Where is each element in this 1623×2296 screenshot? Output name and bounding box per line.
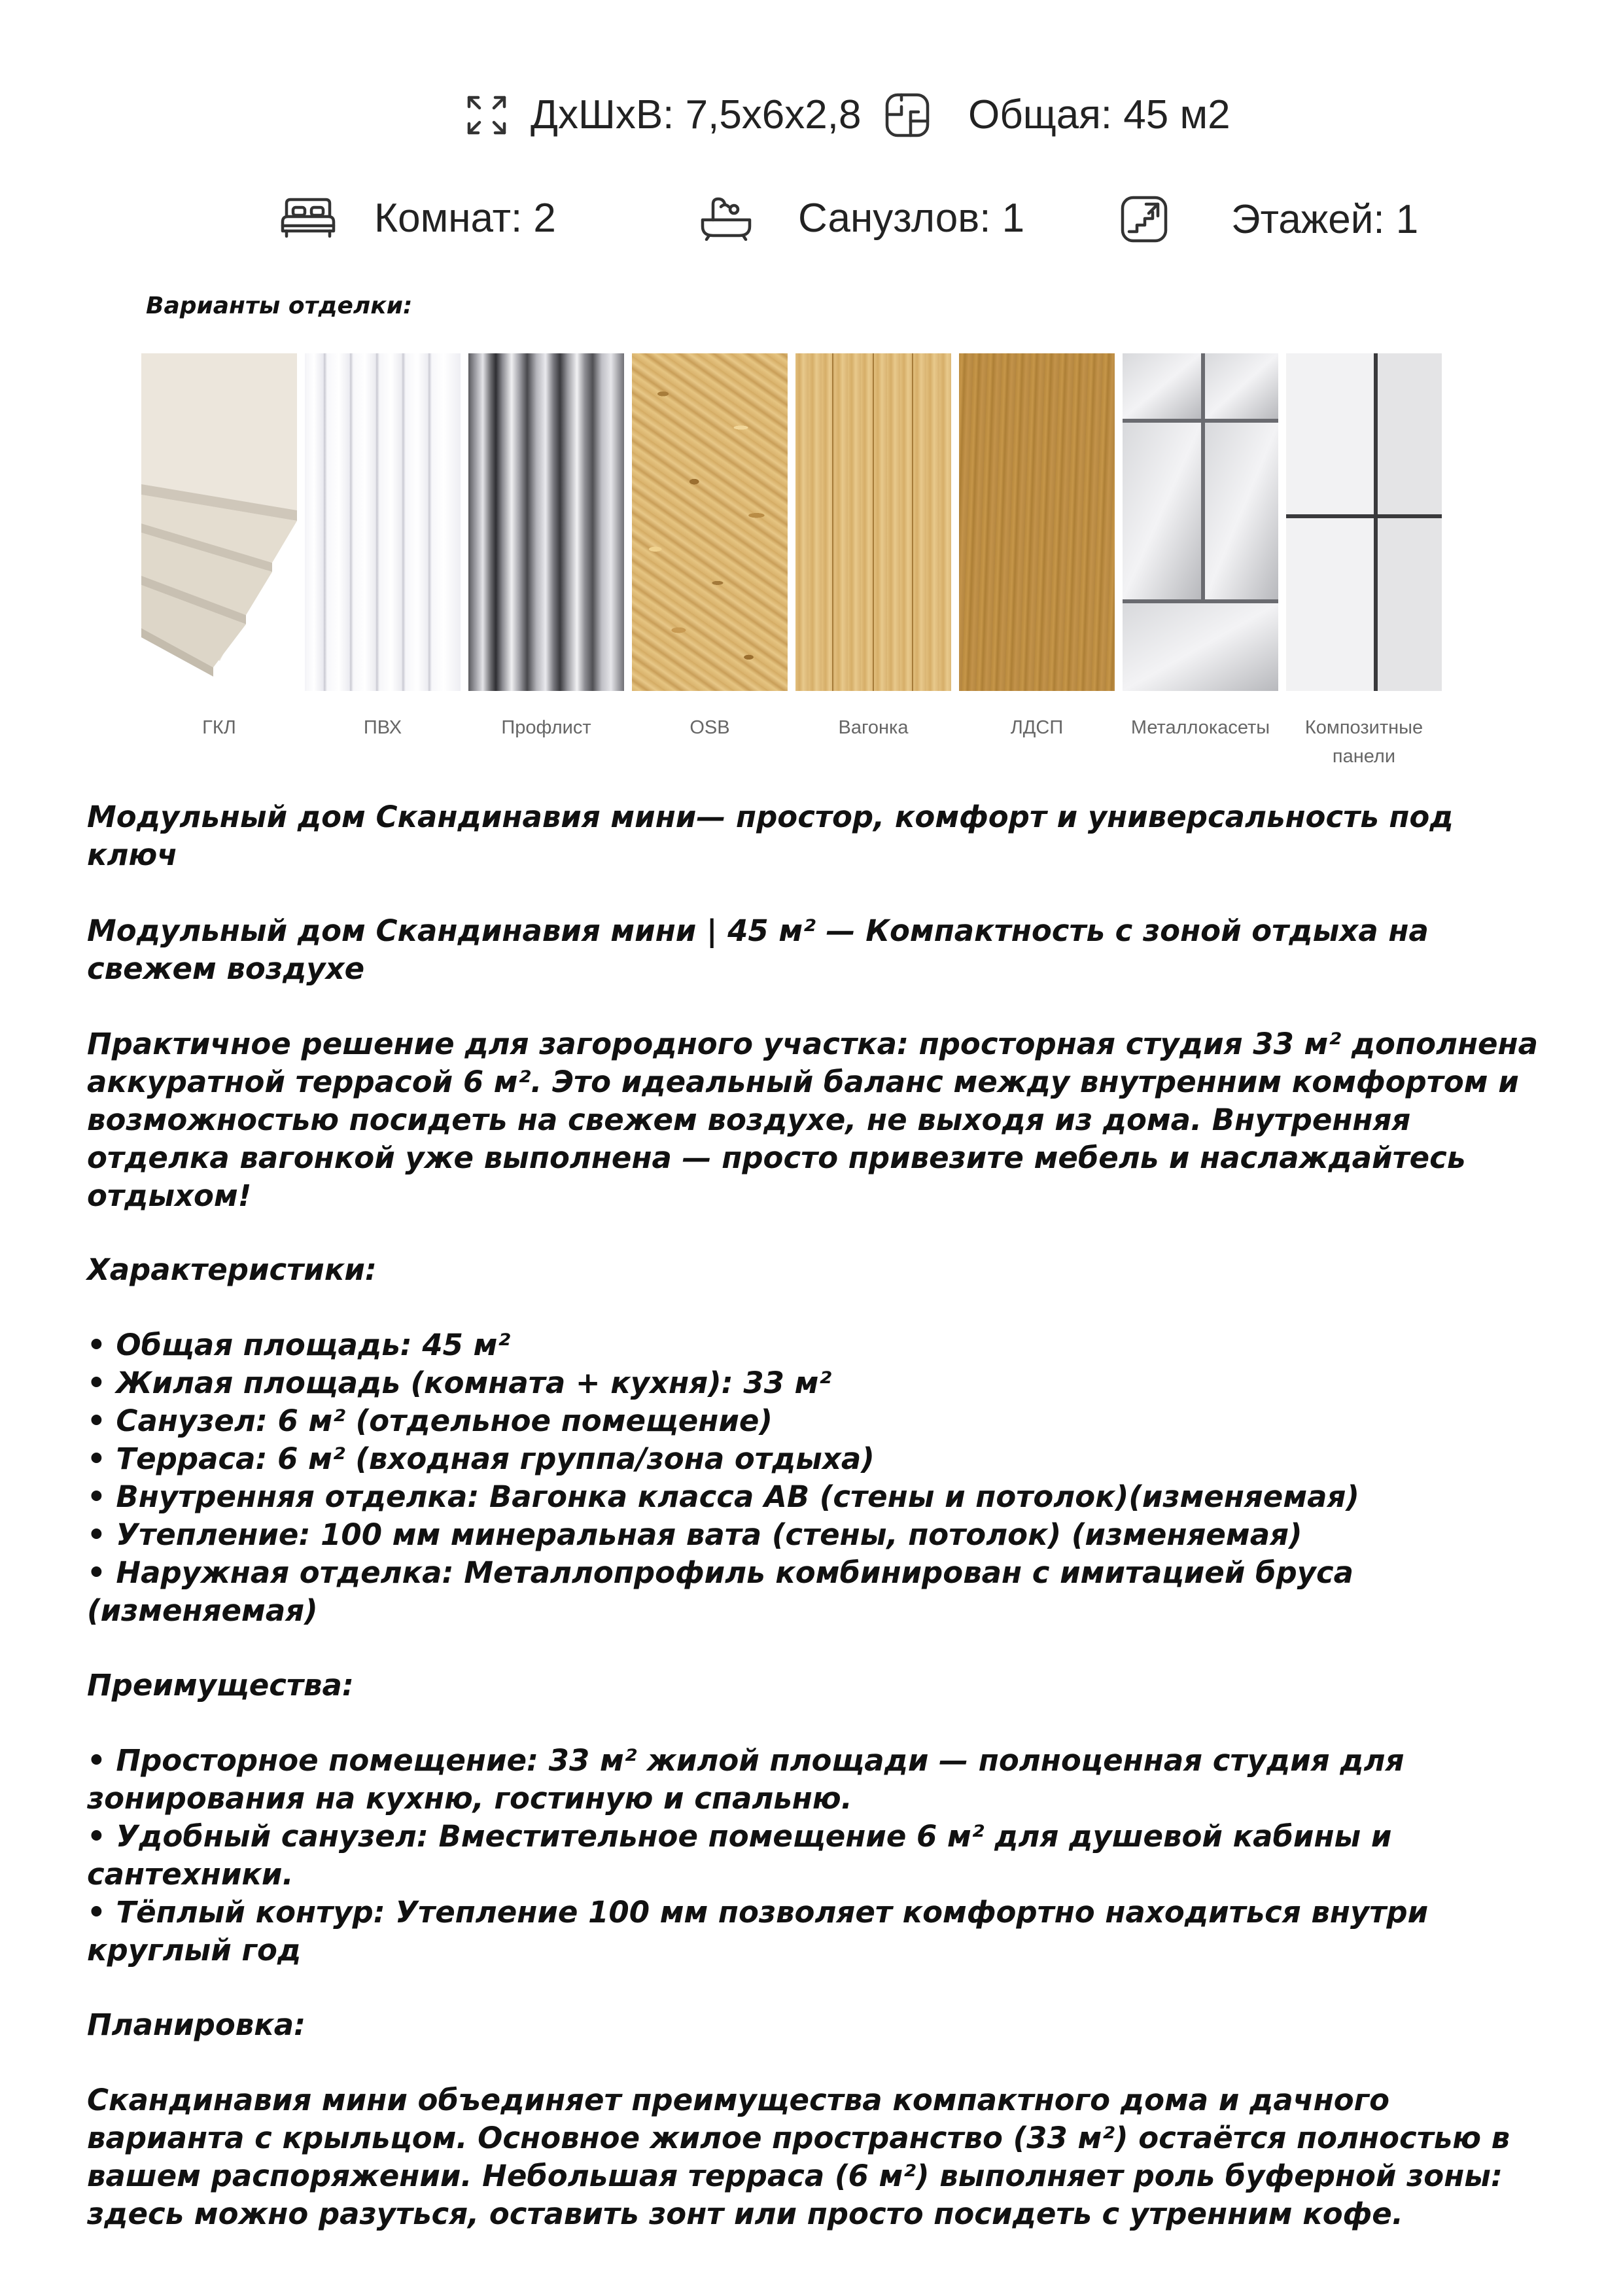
swatch-label: OSB	[689, 717, 730, 738]
list-item: • Общая площадь: 45 м²	[87, 1328, 511, 1362]
swatch-composite-panels	[1286, 353, 1442, 691]
spec-floors-text: Этажей: 1	[1231, 196, 1419, 242]
swatch-wood-lining	[795, 353, 951, 691]
swatch-pvc	[305, 353, 461, 691]
spec-bathrooms-text: Санузлов: 1	[798, 196, 1025, 241]
spec-dimensions-text: ДхШхВ: 7,5х6х2,8	[531, 92, 862, 137]
list-item: • Просторное помещение: 33 м² жилой площади — полноценная студия для зонирования на кухню, гостиную и спальню.	[87, 1743, 1405, 1816]
swatch-label: ПВХ	[363, 717, 402, 738]
swatch-label: Вагонка	[838, 717, 909, 738]
expand-icon	[466, 95, 507, 135]
swatch-label: ЛДСП	[1010, 717, 1064, 738]
characteristics-title: Характеристики:	[87, 1252, 377, 1287]
spec-dimensions	[466, 92, 861, 138]
spec-bathrooms	[700, 195, 1024, 241]
finishes-title: Варианты отделки:	[146, 292, 413, 319]
list-item: • Терраса: 6 м² (входная группа/зона отдыха)	[87, 1441, 875, 1476]
swatch-gkl	[141, 353, 297, 691]
stairs-icon	[1120, 195, 1168, 243]
metal-cassettes-image	[1123, 353, 1278, 691]
list-item: • Жилая площадь (комната + кухня): 33 м²	[87, 1366, 832, 1400]
floor-plan-icon	[884, 92, 930, 138]
composite-panels-image	[1286, 353, 1442, 691]
advantages-list	[87, 1742, 1546, 1969]
intro-paragraph: Практичное решение для загородного участка: просторная студия 33 м² дополнена аккуратной террасой 6 м². Это идеальный баланс между внутренним комфортом и возможностью посидеть на свежем воздухе, не выходя из дома. Внутренняя отделка вагонкой уже выполнена — просто привезите мебель и наслаждайтесь отдыхом!	[87, 1027, 1539, 1213]
spec-rooms-text: Комнат: 2	[374, 196, 556, 241]
swatch-osb	[632, 353, 788, 691]
heading-1: Модульный дом Скандинавия мини— простор, комфорт и универсальность под ключ	[87, 800, 1454, 872]
bed-icon	[280, 197, 336, 240]
layout-paragraph: Скандинавия мини объединяет преимущества компактного дома и дачного варианта с крыльцом. Основное жилое пространство (33 м²) остаётся полностью в вашем распоряжении. Небольшая терраса (6 м²) выполняет роль буферной зоны: здесь можно разуться, оставить зонт или просто посидеть с утренним кофе.	[87, 2083, 1510, 2231]
characteristics-list	[87, 1326, 1546, 1630]
spec-floors	[1120, 195, 1418, 243]
spec-rooms	[280, 195, 556, 241]
drywall-sheets-image	[141, 353, 297, 691]
swatch-label: Профлист	[501, 717, 591, 738]
list-item: • Наружная отделка: Металлопрофиль комбинирован с имитацией бруса (изменяемая)	[87, 1555, 1354, 1628]
list-item: • Санузел: 6 м² (отдельное помещение)	[87, 1404, 773, 1438]
list-item: • Утепление: 100 мм минеральная вата (стены, потолок) (изменяемая)	[87, 1517, 1302, 1552]
list-item: • Удобный санузел: Вместительное помещение 6 м² для душевой кабины и сантехники.	[87, 1819, 1392, 1892]
spec-area-text: Общая: 45 м2	[968, 92, 1230, 137]
layout-title: Планировка:	[87, 2007, 306, 2042]
swatch-chipboard	[959, 353, 1115, 691]
swatch-label: ГКЛ	[202, 717, 236, 738]
advantages-title: Преимущества:	[87, 1668, 354, 1703]
bathtub-icon	[700, 196, 752, 241]
swatch-label: Металлокасеты	[1130, 717, 1270, 738]
heading-2: Модульный дом Скандинавия мини | 45 м² — Компактность с зоной отдыха на свежем воздухе	[87, 913, 1429, 986]
list-item: • Тёплый контур: Утепление 100 мм позволяет комфортно находиться внутри круглый год	[87, 1895, 1429, 1968]
swatch-label: Композитные панели	[1304, 717, 1423, 767]
spec-area	[884, 92, 1230, 138]
swatch-profiled-sheet	[468, 353, 624, 691]
swatch-metal-cassettes	[1123, 353, 1278, 691]
list-item: • Внутренняя отделка: Вагонка класса АВ (стены и потолок)(изменяемая)	[87, 1479, 1359, 1514]
